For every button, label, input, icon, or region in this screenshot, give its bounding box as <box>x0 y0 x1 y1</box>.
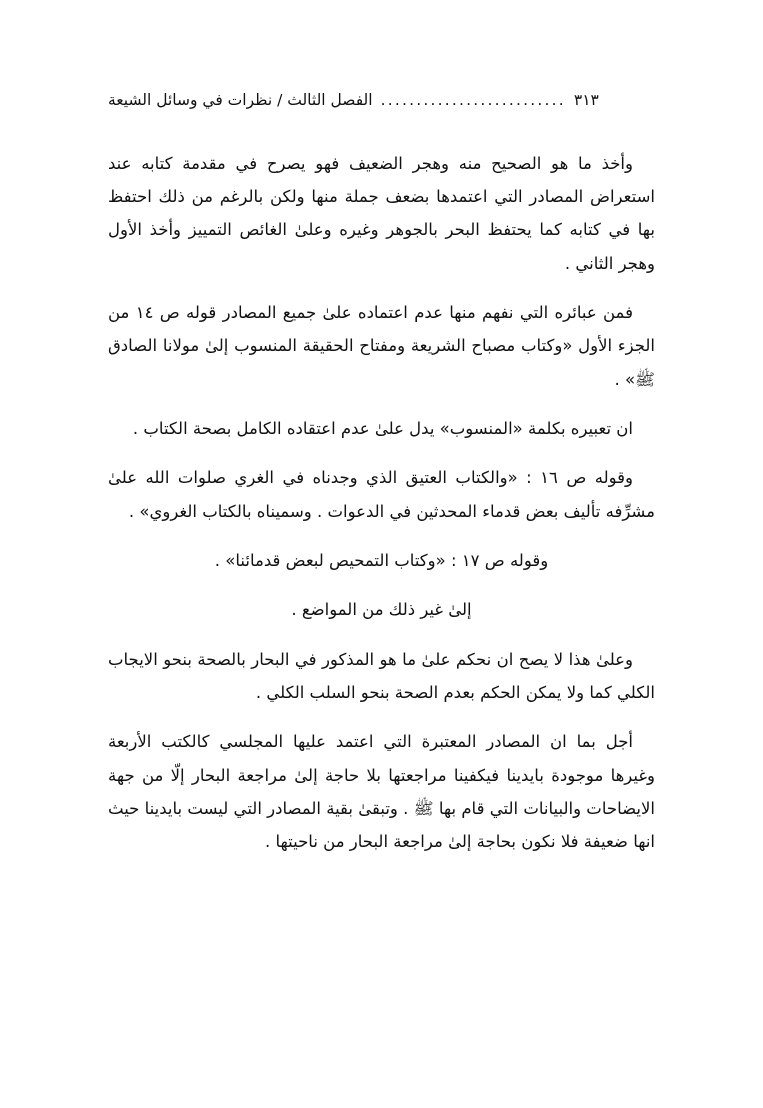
paragraph: وأخذ ما هو الصحيح منه وهجر الضعيف فهو يصرح في مقدمة كتابه عند استعراض المصادر التي اعتمدها بضعف جملة منها ولكن بالرغم من ذلك احتفظ بها في كتابه كما يحتفظ البحر بالجوهر وغيره وعلىٰ الغائص التمييز وأخذ الأول وهجر الثاني . <box>108 153 655 273</box>
page-header <box>108 88 655 113</box>
paragraph: فمن عبائره التي نفهم منها عدم اعتماده علىٰ جميع المصادر قوله ص ١٤ من الجزء الأول «وكتاب مصباح الشريعة ومفتاح الحقيقة المنسوب إلىٰ مولانا الصادق ﷺ» . <box>108 303 655 389</box>
paragraph: أجل بما ان المصادر المعتبرة التي اعتمد عليها المجلسي كالكتب الأربعة وغيرها موجودة بايدينا فيكفينا مراجعتها بلا حاجة إلىٰ مراجعة البحار إلّا من جهة الايضاحات والبيانات التي قام بها ﷺ . وتبقىٰ بقية المصادر التي ليست بايدينا حيث انها ضعيفة فلا نكون بحاجة إلىٰ مراجعة البحار من ناحيتها . <box>108 732 655 852</box>
paragraph: ان تعبيره بكلمة «المنسوب» يدل علىٰ عدم اعتقاده الكامل بصحة الكتاب . <box>132 419 633 439</box>
page-body <box>108 147 655 859</box>
page-number: ٣١٣ <box>573 91 599 109</box>
header-title: الفصل الثالث / نظرات في وسائل الشيعة <box>108 91 373 109</box>
paragraph: وعلىٰ هذا لا يصح ان نحكم علىٰ ما هو المذكور في البحار بالصحة بنحو الايجاب الكلي كما ولا يمكن الحكم بعدم الصحة بنحو السلب الكلي . <box>108 649 655 703</box>
header-dot-leader: .......................... <box>380 91 566 109</box>
paragraph: إلىٰ غير ذلك من المواضع . <box>291 600 472 620</box>
paragraph: وقوله ص ١٧ : «وكتاب التمحيص لبعض قدمائنا» . <box>214 551 549 571</box>
paragraph: وقوله ص ١٦ : «والكتاب العتيق الذي وجدناه في الغري صلوات الله علىٰ مشرِّفه تأليف بعض قدماء المحدثين في الدعوات . وسميناه بالكتاب الغروي» . <box>108 468 655 521</box>
